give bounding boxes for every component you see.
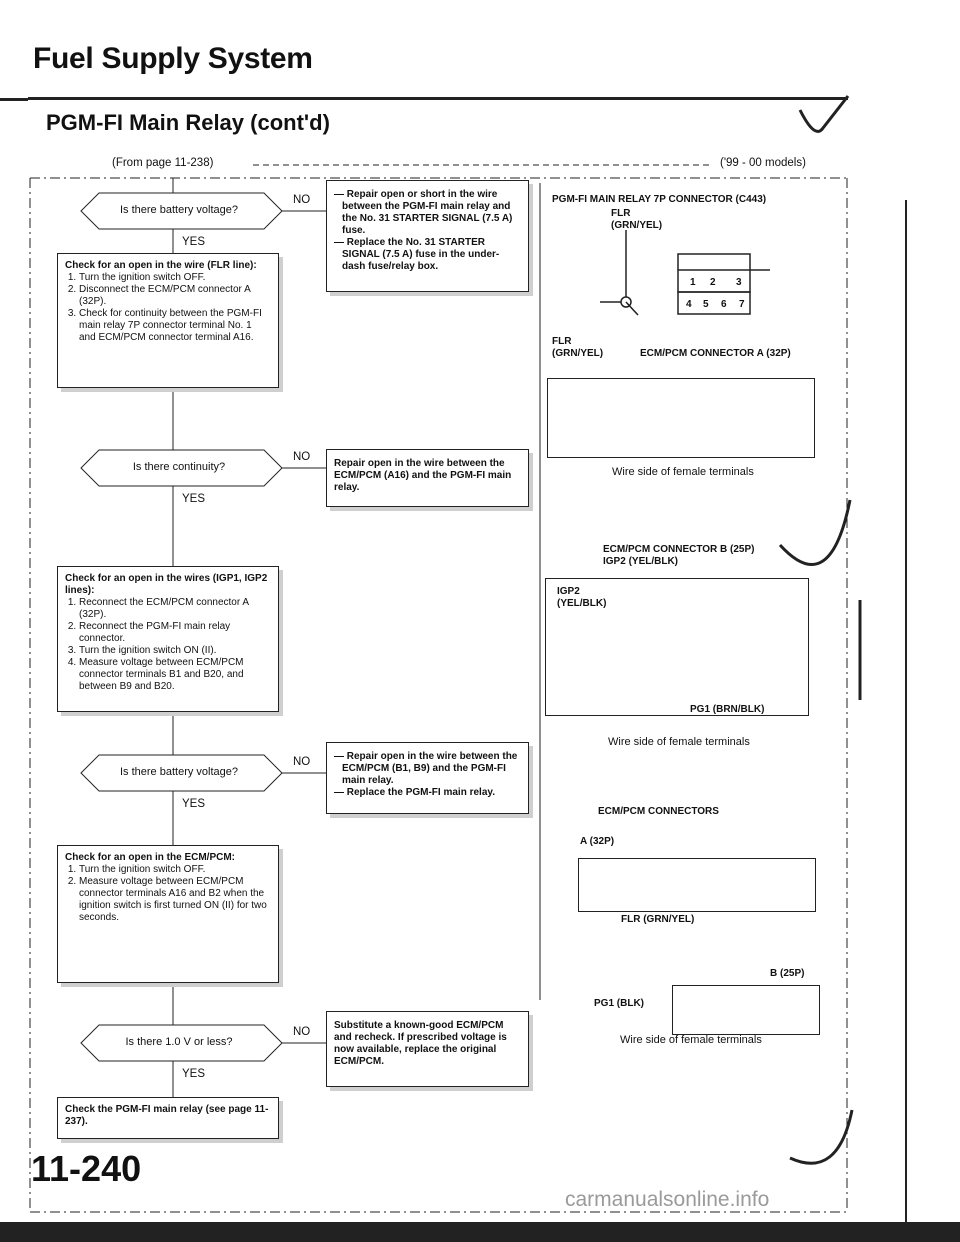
wire-side-caption-1: Wire side of female terminals xyxy=(612,466,754,478)
ecm-a-flr-label: FLR xyxy=(552,336,572,347)
relay-pin: 5 xyxy=(703,299,709,310)
pg1-brn-label: PG1 (BRN/BLK) xyxy=(690,704,765,715)
models-label: ('99 - 00 models) xyxy=(720,157,806,169)
ecm-pg1-blk-label: PG1 (BLK) xyxy=(594,998,644,1009)
step-item: 3. Turn the ignition switch ON (II). xyxy=(79,645,271,657)
no-label-3: NO xyxy=(293,756,311,768)
step-title: Check for an open in the ECM/PCM: xyxy=(65,852,236,863)
ecm-a-connector xyxy=(547,378,815,458)
ecm-b-title: ECM/PCM CONNECTOR B (25P) xyxy=(603,544,755,555)
step-item: 1. Turn the ignition switch OFF. xyxy=(79,864,271,876)
ecm-b-connector xyxy=(545,578,809,716)
relay-pin: 7 xyxy=(739,299,745,310)
step-check-main-relay xyxy=(57,1097,279,1139)
ecm-a-title: ECM/PCM CONNECTOR A (32P) xyxy=(640,348,791,359)
igp2-box-label-1: IGP2 xyxy=(557,586,580,597)
step-title: Check for an open in the wires (IGP1, IGP2 lines): xyxy=(65,573,268,596)
action-repair-b1-b9-wire xyxy=(326,742,529,814)
action-line: Repair open in the wire between the ECM/PCM (A16) and the PGM-FI main relay. xyxy=(334,458,512,493)
step-check-flr-line xyxy=(57,253,279,388)
ecm-connectors-title: ECM/PCM CONNECTORS xyxy=(598,806,719,817)
step-item: 1. Reconnect the ECM/PCM connector A (32P). xyxy=(79,597,271,621)
no-label-2: NO xyxy=(293,451,311,463)
action-repair-starter-signal xyxy=(326,180,529,292)
action-line: Substitute a known-good ECM/PCM and recheck. If prescribed voltage is now available, replace the original ECM/PCM. xyxy=(334,1020,507,1067)
relay-7p-connector xyxy=(590,230,770,340)
relay-pin: 6 xyxy=(721,299,727,310)
yes-label-2: YES xyxy=(182,493,206,505)
igp2-box-label-2: (YEL/BLK) xyxy=(557,598,607,609)
step-item: 2. Disconnect the ECM/PCM connector A (32P). xyxy=(79,284,271,308)
step-item: 2. Measure voltage between ECM/PCM connector terminals A16 and B2 when the ignition switch is first turned ON (II) for two seconds. xyxy=(79,876,271,924)
yes-label-3: YES xyxy=(182,798,206,810)
step-item: 2. Reconnect the PGM-FI main relay connector. xyxy=(79,621,271,645)
relay-pin: 2 xyxy=(710,277,716,288)
step-item: 3. Check for continuity between the PGM-FI main relay 7P connector terminal No. 1 and ECM/PCM connector terminal A16. xyxy=(79,308,271,344)
wire-side-caption-2: Wire side of female terminals xyxy=(608,736,750,748)
ecm-a-small-connector xyxy=(578,858,816,912)
step-title: Check for an open in the wire (FLR line): xyxy=(65,260,257,271)
action-line: — Repair open or short in the wire between the PGM-FI main relay and the No. 31 STARTER SIGNAL (7.5 A) fuse. xyxy=(334,189,513,236)
yes-label-1: YES xyxy=(182,236,206,248)
step-title: Check the PGM-FI main relay (see page 11-237). xyxy=(65,1104,269,1127)
step-item: 4. Measure voltage between ECM/PCM connector terminals B1 and B20, and between B9 and B20. xyxy=(79,657,271,693)
step-check-igp-lines xyxy=(57,566,279,712)
bottom-bar xyxy=(0,1222,960,1242)
relay-connector-title: PGM-FI MAIN RELAY 7P CONNECTOR (C443) xyxy=(552,194,767,205)
action-substitute-ecm xyxy=(326,1011,529,1087)
relay-flr-label: FLR xyxy=(611,208,631,219)
ecm-b-igp2: IGP2 (YEL/BLK) xyxy=(603,556,679,567)
action-line: — Replace the PGM-FI main relay. xyxy=(334,787,495,798)
watermark: carmanualsonline.info xyxy=(565,1188,770,1211)
relay-pin: 4 xyxy=(686,299,692,310)
step-item: 1. Turn the ignition switch OFF. xyxy=(79,272,271,284)
ecm-b25-label: B (25P) xyxy=(770,968,805,979)
question-battery-voltage-2: Is there battery voltage? xyxy=(119,766,238,778)
question-continuity: Is there continuity? xyxy=(132,461,226,473)
page-number: 11-240 xyxy=(31,1148,142,1189)
yes-label-4: YES xyxy=(182,1068,206,1080)
step-check-ecm xyxy=(57,845,279,983)
ecm-flr-grn-label: FLR (GRN/YEL) xyxy=(621,914,695,925)
relay-pin: 3 xyxy=(736,277,742,288)
question-battery-voltage-1: Is there battery voltage? xyxy=(119,204,238,216)
relay-flr-color: (GRN/YEL) xyxy=(611,220,663,231)
wire-side-caption-3: Wire side of female terminals xyxy=(620,1034,762,1046)
no-label-1: NO xyxy=(293,194,311,206)
relay-pin: 1 xyxy=(690,277,696,288)
from-page-label: (From page 11-238) xyxy=(112,157,214,169)
page-title: Fuel Supply System xyxy=(33,42,313,75)
ecm-b-small-connector xyxy=(672,985,820,1035)
section-subtitle: PGM-FI Main Relay (cont'd) xyxy=(46,110,330,135)
no-label-4: NO xyxy=(293,1026,311,1038)
ecm-a-flr-color: (GRN/YEL) xyxy=(552,348,604,359)
action-repair-a16-wire xyxy=(326,449,529,507)
question-1v-or-less: Is there 1.0 V or less? xyxy=(125,1036,233,1048)
action-line: — Repair open in the wire between the ECM/PCM (B1, B9) and the PGM-FI main relay. xyxy=(334,751,518,786)
ecm-a32-label: A (32P) xyxy=(580,836,615,847)
action-line: — Replace the No. 31 STARTER SIGNAL (7.5 A) fuse in the under-dash fuse/relay box. xyxy=(334,237,500,272)
